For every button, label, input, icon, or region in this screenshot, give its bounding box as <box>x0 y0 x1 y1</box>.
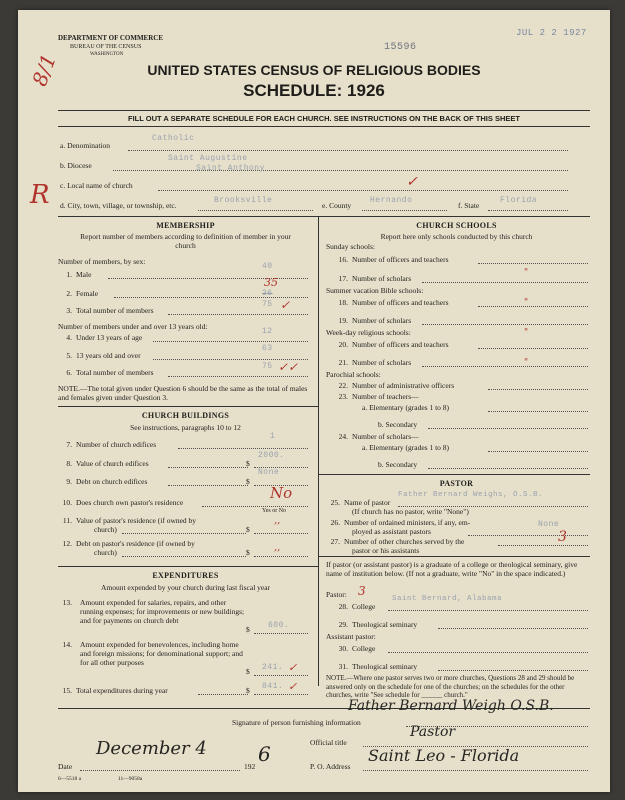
membership-sub2: Number of members under and over 13 years old: <box>58 322 208 331</box>
po-address-label: P. O. Address <box>310 762 351 771</box>
q16-label: 16. Number of officers and teachers <box>338 255 449 264</box>
buildings-intro: See instructions, paragraphs 10 to 12 <box>130 423 241 432</box>
q2-label: 2. Female <box>66 289 99 298</box>
pastor-note: NOTE.—Where one pastor serves two or more churches, Questions 28 and 29 should be answered only on the schedule for one of the churches; on the schedules for the other churches, write "See schedule for ______ church." <box>326 674 575 699</box>
county-field[interactable]: Hernando <box>370 196 413 205</box>
q27-label: 27. Number of other churches served by the <box>330 537 465 546</box>
q9-dollar: $ <box>246 477 250 486</box>
grad-note: If pastor (or assistant pastor) is a graduate of a college or theological seminary, give name of institution below. (If not a graduate, write "No" in the space indicated.) <box>326 560 578 578</box>
q3-check: ✓ <box>280 298 291 312</box>
q26-label: 26. Number of ordained ministers, if any, em- <box>330 518 471 527</box>
county-line <box>362 210 447 211</box>
parochial-label: Parochial schools: <box>326 370 381 379</box>
rule <box>58 566 318 567</box>
rule <box>58 110 590 111</box>
q5-field[interactable]: 63 <box>262 344 273 353</box>
official-title-field[interactable]: Pastor <box>410 724 456 740</box>
rule <box>318 474 590 475</box>
signature-label: Signature of person furnishing information <box>232 718 361 727</box>
dept-label: DEPARTMENT OF COMMERCE <box>58 34 164 42</box>
q26-line <box>468 535 588 536</box>
q11-line <box>122 533 246 534</box>
date-field[interactable]: December 4 <box>96 738 207 759</box>
column-divider <box>318 216 319 686</box>
buildings-title: CHURCH BUILDINGS <box>141 411 230 420</box>
schools-ditto-marks: " " " " <box>524 268 529 368</box>
q13-num: 13. <box>62 598 72 607</box>
q8-dollar: $ <box>246 459 250 468</box>
q19-line <box>422 324 588 325</box>
sunday-label: Sunday schools: <box>326 242 375 251</box>
q12-tick: ,, <box>274 542 281 553</box>
q10-field[interactable]: No <box>270 484 293 502</box>
q20-label: 20. Number of officers and teachers <box>338 340 449 349</box>
year-field[interactable]: 6 <box>258 742 271 766</box>
q27-field[interactable]: 3 <box>558 529 567 545</box>
q7-label: 7. Number of church edifices <box>66 440 157 449</box>
q14-field[interactable]: 241. <box>262 663 284 672</box>
q25-field[interactable]: Father Bernard Weighs, O.S.B. <box>398 491 544 499</box>
q13-dollar: $ <box>246 625 250 634</box>
state-line <box>488 210 568 211</box>
q24b-label: b. Secondary <box>378 460 418 469</box>
city-label: WASHINGTON <box>90 52 124 57</box>
membership-note: NOTE.—The total given under Question 6 should be the same as the total of males and females given under Question 3. <box>58 384 308 402</box>
q12-label-2: church) <box>94 548 117 557</box>
q14-dollar: $ <box>246 667 250 676</box>
check-mark: ✓ <box>406 174 418 190</box>
form-number: 6—5518 a <box>58 776 82 782</box>
pastor-label: Pastor: <box>326 590 347 599</box>
q27-label-2: pastor or his assistants <box>352 546 420 555</box>
q24-label: 24. Number of scholars— <box>338 432 419 441</box>
q13-line <box>254 633 308 634</box>
q18-line <box>478 306 588 307</box>
q11-label-2: church) <box>94 525 117 534</box>
q12-label: 12. Debt on pastor's residence (if owned by <box>62 539 195 548</box>
q6-check: ✓✓ <box>278 360 299 374</box>
q1-field[interactable]: 40 <box>262 262 273 271</box>
q11-dollar: $ <box>246 525 250 534</box>
q14-label: Amount expended for benevolences, including home and foreign missions; for denominational support; and for all other purposes <box>80 640 243 667</box>
q22-line <box>488 389 588 390</box>
membership-title: MEMBERSHIP <box>156 221 215 230</box>
city-field[interactable]: Brooksville <box>214 196 273 205</box>
city-line <box>198 210 313 211</box>
schools-intro: Report here only schools conducted by this church <box>380 232 533 241</box>
q16-line <box>478 263 588 264</box>
q20-line <box>478 348 588 349</box>
date-stamp: JUL 2 2 1927 <box>516 28 587 38</box>
church-name-label: c. Local name of church <box>60 181 133 190</box>
form-subtitle: SCHEDULE: 1926 <box>243 81 385 100</box>
q26-field[interactable]: None <box>538 520 560 529</box>
serial-number: 15596 <box>384 42 417 53</box>
membership-intro: Report number of members according to definition of member in your church <box>80 232 291 250</box>
q27-line <box>498 545 588 546</box>
q8-label: 8. Value of church edifices <box>66 459 149 468</box>
schools-title: CHURCH SCHOOLS <box>416 221 497 230</box>
q14-check: ✓ <box>288 661 298 674</box>
church-name-field[interactable]: Saint Anthony <box>196 164 265 173</box>
q11-label: 11. Value of pastor's residence (if owned by <box>62 516 197 525</box>
q28-line <box>388 610 588 611</box>
asst-label: Assistant pastor: <box>326 632 376 641</box>
rule <box>58 126 590 127</box>
q24a-label: a. Elementary (grades 1 to 8) <box>362 443 450 452</box>
q18-label: 18. Number of officers and teachers <box>338 298 449 307</box>
q14-line <box>254 675 308 676</box>
q2-correction: 35 <box>264 276 278 289</box>
instruction-line: FILL OUT A SEPARATE SCHEDULE FOR EACH CHURCH. SEE INSTRUCTIONS ON THE BACK OF THIS SHEET <box>128 114 520 123</box>
signature-field[interactable]: Father Bernard Weigh O.S.B. <box>348 698 554 714</box>
q11-tick: ,, <box>274 515 281 526</box>
q11-line2 <box>254 533 308 534</box>
membership-sub: Number of members, by sex: <box>58 257 146 266</box>
q30-line <box>388 652 588 653</box>
q8-field[interactable]: 2000. <box>258 451 285 460</box>
q4-label: 4. Under 13 years of age <box>66 333 143 342</box>
q13-field[interactable]: 600. <box>268 621 290 630</box>
q23a-line <box>488 411 588 412</box>
summer-label: Summer vacation Bible schools: <box>326 286 424 295</box>
weekday-label: Week-day religious schools: <box>326 328 411 337</box>
form-number-2: 11—9058a <box>118 776 143 782</box>
q9-line <box>168 485 248 486</box>
q4-field[interactable]: 12 <box>262 327 273 336</box>
q3-line <box>168 314 308 315</box>
q19-label: 19. Number of scholars <box>338 316 412 325</box>
pastor-title: PASTOR <box>439 479 474 488</box>
q23b-line <box>428 428 588 429</box>
q29-line <box>438 628 588 629</box>
q15-line <box>198 694 248 695</box>
po-address-field[interactable]: Saint Leo - Florida <box>368 746 520 765</box>
q7-field[interactable]: 1 <box>270 432 276 441</box>
q1-line <box>108 278 308 279</box>
expenditures-title: EXPENDITURES <box>152 571 219 580</box>
q25-label: 25. Name of pastor <box>330 498 391 507</box>
q5-label: 5. 13 years old and over <box>66 351 141 360</box>
q3-label: 3. Total number of members <box>66 306 154 315</box>
q2-line <box>114 297 308 298</box>
r-mark: R <box>30 180 50 210</box>
denomination-line <box>128 150 568 151</box>
expenditures-intro: Amount expended by your church during last fiscal year <box>100 583 271 592</box>
date-label: Date <box>58 762 73 771</box>
denomination-field[interactable]: Catholic <box>152 134 195 143</box>
state-label: f. State <box>458 201 480 210</box>
q28-field[interactable]: Saint Bernard, Alabama <box>392 595 503 603</box>
q23b-label: b. Secondary <box>378 420 418 429</box>
rule <box>58 216 590 217</box>
denomination-label: a. Denomination <box>60 141 110 150</box>
rule <box>58 406 318 407</box>
q1-label: 1. Male <box>66 270 92 279</box>
diocese-field[interactable]: Saint Augustine <box>168 154 248 163</box>
q4-line <box>153 341 308 342</box>
q23-label: 23. Number of teachers— <box>338 392 419 401</box>
diocese-label: b. Diocese <box>60 161 92 170</box>
bureau-label: BUREAU OF THE CENSUS <box>70 44 142 50</box>
q3-field[interactable]: 75 <box>262 300 273 309</box>
q29-label: 29. Theological seminary <box>338 620 418 629</box>
q2-field[interactable]: 36 <box>262 289 273 298</box>
q15-line2 <box>254 694 308 695</box>
q9-label: 9. Debt on church edifices <box>66 477 148 486</box>
q15-check: ✓ <box>288 680 298 693</box>
q23a-label: a. Elementary (grades 1 to 8) <box>362 403 450 412</box>
q10-hint: Yes or No <box>262 508 287 514</box>
official-title-label: Official title <box>310 738 347 747</box>
county-label: e. County <box>322 201 352 210</box>
corner-mark: 8/1 <box>27 50 61 90</box>
q28-label: 28. College <box>338 602 376 611</box>
q9-field[interactable]: None <box>258 468 280 477</box>
q26-label-2: ployed as assistant pastors <box>352 527 431 536</box>
q31-line <box>438 670 588 671</box>
q14-num: 14. <box>62 640 72 649</box>
q15-field[interactable]: 841. <box>262 682 284 691</box>
q6-field[interactable]: 75 <box>262 362 273 371</box>
q21-line <box>422 366 588 367</box>
rule <box>318 556 590 557</box>
form-title: UNITED STATES CENSUS OF RELIGIOUS BODIES <box>147 62 481 78</box>
diocese-line <box>113 170 568 171</box>
census-schedule-sheet <box>18 10 610 792</box>
q12-line <box>122 556 246 557</box>
q25-hint: (If church has no pastor, write "None") <box>352 507 469 516</box>
year-prefix: 192 <box>244 762 256 771</box>
q17-label: 17. Number of scholars <box>338 274 412 283</box>
q24a-line <box>488 451 588 452</box>
date-line <box>80 770 240 771</box>
state-field[interactable]: Florida <box>500 196 538 205</box>
q12-line2 <box>254 556 308 557</box>
q8-line <box>168 467 248 468</box>
q30-label: 30. College <box>338 644 376 653</box>
q21-label: 21. Number of scholars <box>338 358 412 367</box>
q31-label: 31. Theological seminary <box>338 662 418 671</box>
q6-line <box>168 376 308 377</box>
city-label: d. City, town, village, or township, etc. <box>60 201 177 210</box>
q24b-line <box>428 468 588 469</box>
q10-label: 10. Does church own pastor's residence <box>62 498 184 507</box>
q17-line <box>422 282 588 283</box>
q6-label: 6. Total number of members <box>66 368 154 377</box>
q10-line <box>202 506 308 507</box>
q15-label: 15. Total expenditures during year <box>62 686 168 695</box>
q13-label: Amount expended for salaries, repairs, and other running expenses; for improvements or new buildings; and for payments on church debt <box>80 598 245 625</box>
q7-line <box>178 448 308 449</box>
pastor-mark: 3 <box>358 584 366 598</box>
q15-dollar: $ <box>246 686 250 695</box>
q22-label: 22. Number of administrative officers <box>338 381 455 390</box>
church-name-line <box>158 190 568 191</box>
q12-dollar: $ <box>246 548 250 557</box>
po-address-line <box>363 770 588 771</box>
